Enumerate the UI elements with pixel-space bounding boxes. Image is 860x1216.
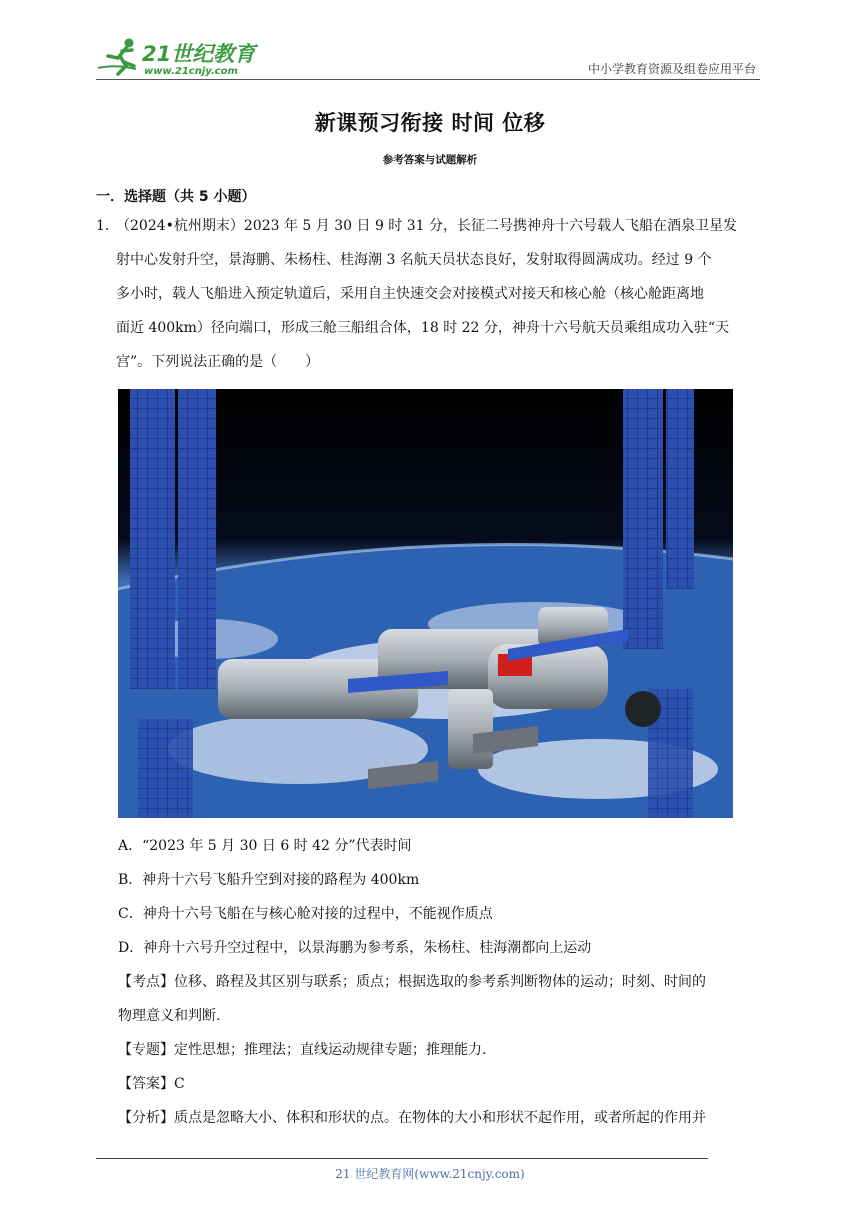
question-line: 宫”。下列说法正确的是（ ） bbox=[116, 354, 320, 370]
analysis-text: 质点是忽略大小、体积和形状的点。在物体的大小和形状不起作用，或者所起的作用并 bbox=[174, 1110, 706, 1126]
answer-line bbox=[118, 1067, 185, 1101]
kaodian-line-2: 物理意义和判断. bbox=[118, 1008, 221, 1024]
page-title: 新课预习衔接 时间 位移 bbox=[314, 111, 546, 135]
zhuanti-line bbox=[118, 1033, 486, 1067]
zhuanti-text: 定性思想；推理法；直线运动规律专题；推理能力. bbox=[174, 1042, 487, 1058]
logo-url: www.21cnjy.com bbox=[144, 66, 238, 77]
footer-divider bbox=[96, 1158, 708, 1159]
option-b: B．神舟十六号飞船升空到对接的路程为 400km bbox=[118, 872, 420, 888]
kaodian-line bbox=[118, 965, 706, 999]
platform-name: 中小学教育资源及组卷应用平台 bbox=[587, 62, 756, 76]
footer-link[interactable]: 21 世纪教育网(www.21cnjy.com) bbox=[335, 1167, 525, 1181]
kaodian-text: 位移、路程及其区别与联系；质点；根据选取的参考系判断物体的运动；时刻、时间的 bbox=[174, 974, 706, 990]
option-a: A．“2023 年 5 月 30 日 6 时 42 分”代表时间 bbox=[118, 838, 412, 854]
page-subtitle: 参考答案与试题解析 bbox=[382, 154, 478, 166]
section-heading: 一．选择题（共 5 小题） bbox=[96, 189, 256, 205]
answer-value: C bbox=[174, 1076, 185, 1092]
question-line: （2024•杭州期末）2023 年 5 月 30 日 9 时 31 分，长征二号携神舟十六号载人飞船在酒泉卫星发 bbox=[116, 218, 738, 234]
question-number: 1． bbox=[96, 218, 119, 234]
header-divider bbox=[96, 79, 760, 80]
analysis-tag: 【分析】 bbox=[118, 1110, 174, 1126]
question-line: 面近 400km）径向端口，形成三舱三船组合体，18 时 22 分，神舟十六号航天员乘组成功入驻“天 bbox=[116, 320, 730, 336]
option-c: C．神舟十六号飞船在与核心舱对接的过程中，不能视作质点 bbox=[118, 906, 493, 922]
kaodian-tag: 【考点】 bbox=[118, 974, 174, 990]
zhuanti-tag: 【专题】 bbox=[118, 1042, 174, 1058]
option-d: D．神舟十六号升空过程中，以景海鹏为参考系，朱杨柱、桂海潮都向上运动 bbox=[118, 940, 592, 956]
answer-tag: 【答案】 bbox=[118, 1076, 174, 1092]
question-line: 射中心发射升空，景海鹏、朱杨柱、桂海潮 3 名航天员状态良好，发射取得圆满成功。经过 9 个 bbox=[116, 252, 712, 268]
analysis-line bbox=[118, 1101, 706, 1135]
space-station-image bbox=[118, 389, 733, 818]
site-logo bbox=[96, 36, 261, 78]
question-line: 多小时，载人飞船进入预定轨道后，采用自主快速交会对接模式对接天和核心舱（核心舱距离地 bbox=[116, 286, 704, 302]
logo-text: 21世纪教育 bbox=[142, 42, 256, 66]
